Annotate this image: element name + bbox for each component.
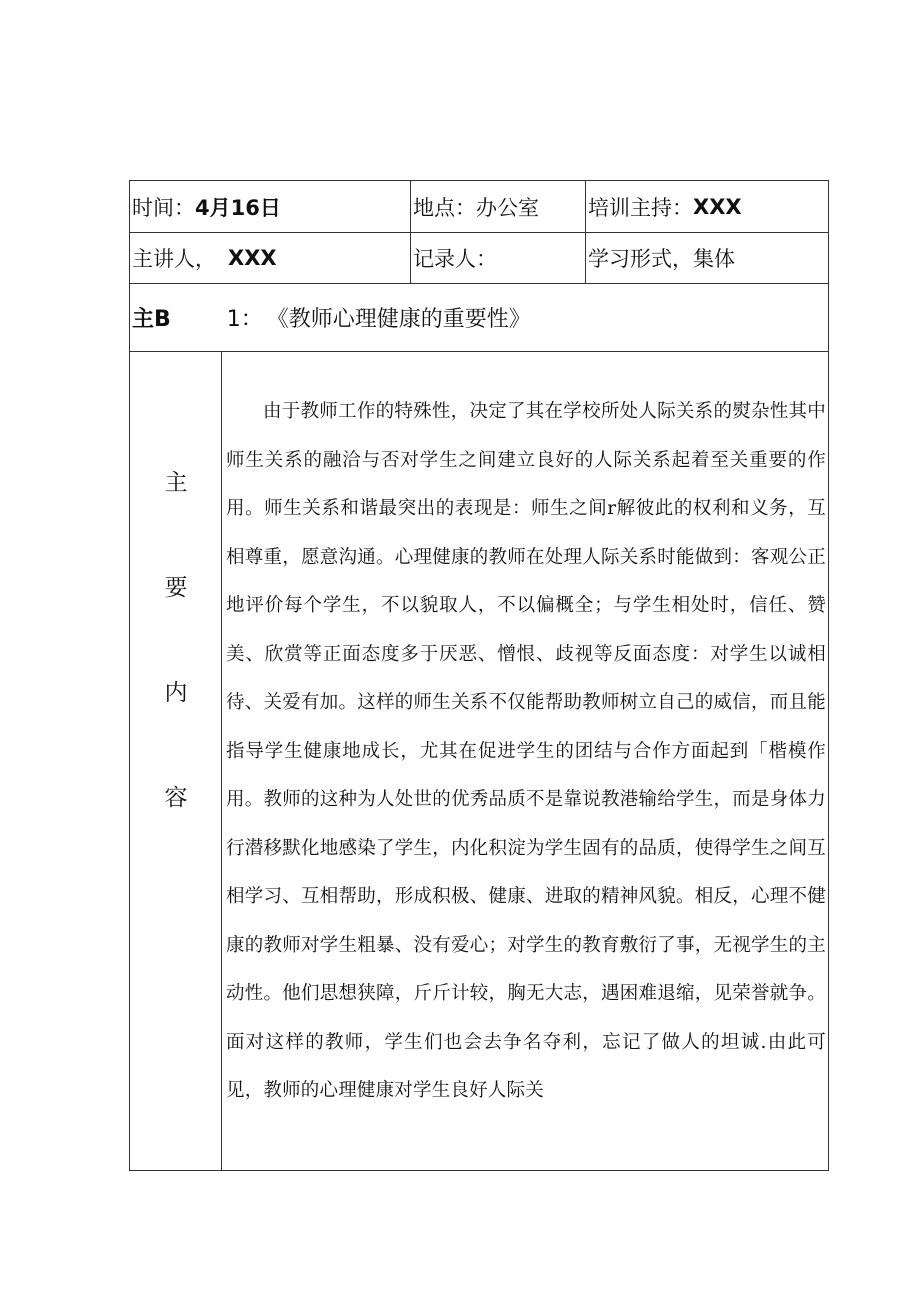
time-label: 时间： bbox=[132, 195, 195, 220]
recorder-cell bbox=[411, 233, 586, 283]
main-content-label bbox=[130, 352, 222, 1170]
speaker-cell bbox=[130, 233, 411, 283]
label-char: 主 bbox=[164, 470, 188, 496]
host-value: XXX bbox=[693, 194, 742, 219]
speaker-label: 主讲人， bbox=[132, 247, 216, 271]
form-text: 学习形式，集体 bbox=[588, 247, 735, 271]
subject-row bbox=[130, 284, 828, 352]
recorder-text: 记录人： bbox=[413, 247, 497, 271]
place-text: 地点：办公室 bbox=[413, 195, 539, 220]
main-content-row bbox=[130, 352, 828, 1170]
time-cell bbox=[130, 181, 411, 232]
subject-cell bbox=[130, 284, 828, 351]
time-value: 4月16日 bbox=[195, 195, 281, 220]
host-label: 培训主持： bbox=[588, 195, 693, 220]
subject-label: 主B bbox=[132, 307, 171, 332]
main-content-text: 由于教师工作的特殊性，决定了其在学校所处人际关系的熨杂性其中师生关系的融洽与否对学生之间建立良好的人际关系起着至关重要的作用。师生关系和谐最突出的表现是：师生之间r解彼此的权利和义务，互相尊重，愿意沟通。心理健康的教师在处理人际关系时能做到：客观公正地评价每个学生，不以貌取人，不以偏概全；与学生相处时，信任、赞美、欣赏等正面态度多于厌恶、憎恨、歧视等反面态度：对学生以诚相待、关爱有加。这样的师生关系不仅能帮助教师树立自己的威信，而且能指导学生健康地成长，尤其在促进学生的团结与合作方面起到「楷模作用。教师的这种为人处世的优秀品质不是靠说教港输给学生，而是身体力行潜移默化地感染了学生，内化积淀为学生固有的品质，使得学生之间互相学习、互相帮助，形成积极、健康、进取的精神风貌。相反，心理不健康的教师对学生粗暴、没有爱心；对学生的教育敷衍了事，无视学生的主动性。他们思想狭障，斤斤计较，胸无大志，遇困难退缩，见荣誉就争。面对这样的教师，学生们也会去争名夺利，忘记了做人的坦诚.由此可见，教师的心理健康对学生良好人际关 bbox=[226, 401, 826, 1101]
label-char: 内 bbox=[164, 680, 188, 706]
info-row-2 bbox=[130, 233, 828, 284]
subject-title: 《教师心理健康的重要性》 bbox=[266, 307, 531, 332]
place-cell bbox=[411, 181, 586, 232]
label-char: 要 bbox=[164, 575, 188, 601]
subject-number: 1： bbox=[226, 307, 263, 332]
form-cell bbox=[586, 233, 828, 283]
training-record-table bbox=[129, 180, 829, 1171]
host-cell bbox=[586, 181, 828, 232]
speaker-value: XXX bbox=[228, 246, 277, 270]
label-char: 容 bbox=[164, 785, 188, 811]
info-row-1 bbox=[130, 181, 828, 233]
